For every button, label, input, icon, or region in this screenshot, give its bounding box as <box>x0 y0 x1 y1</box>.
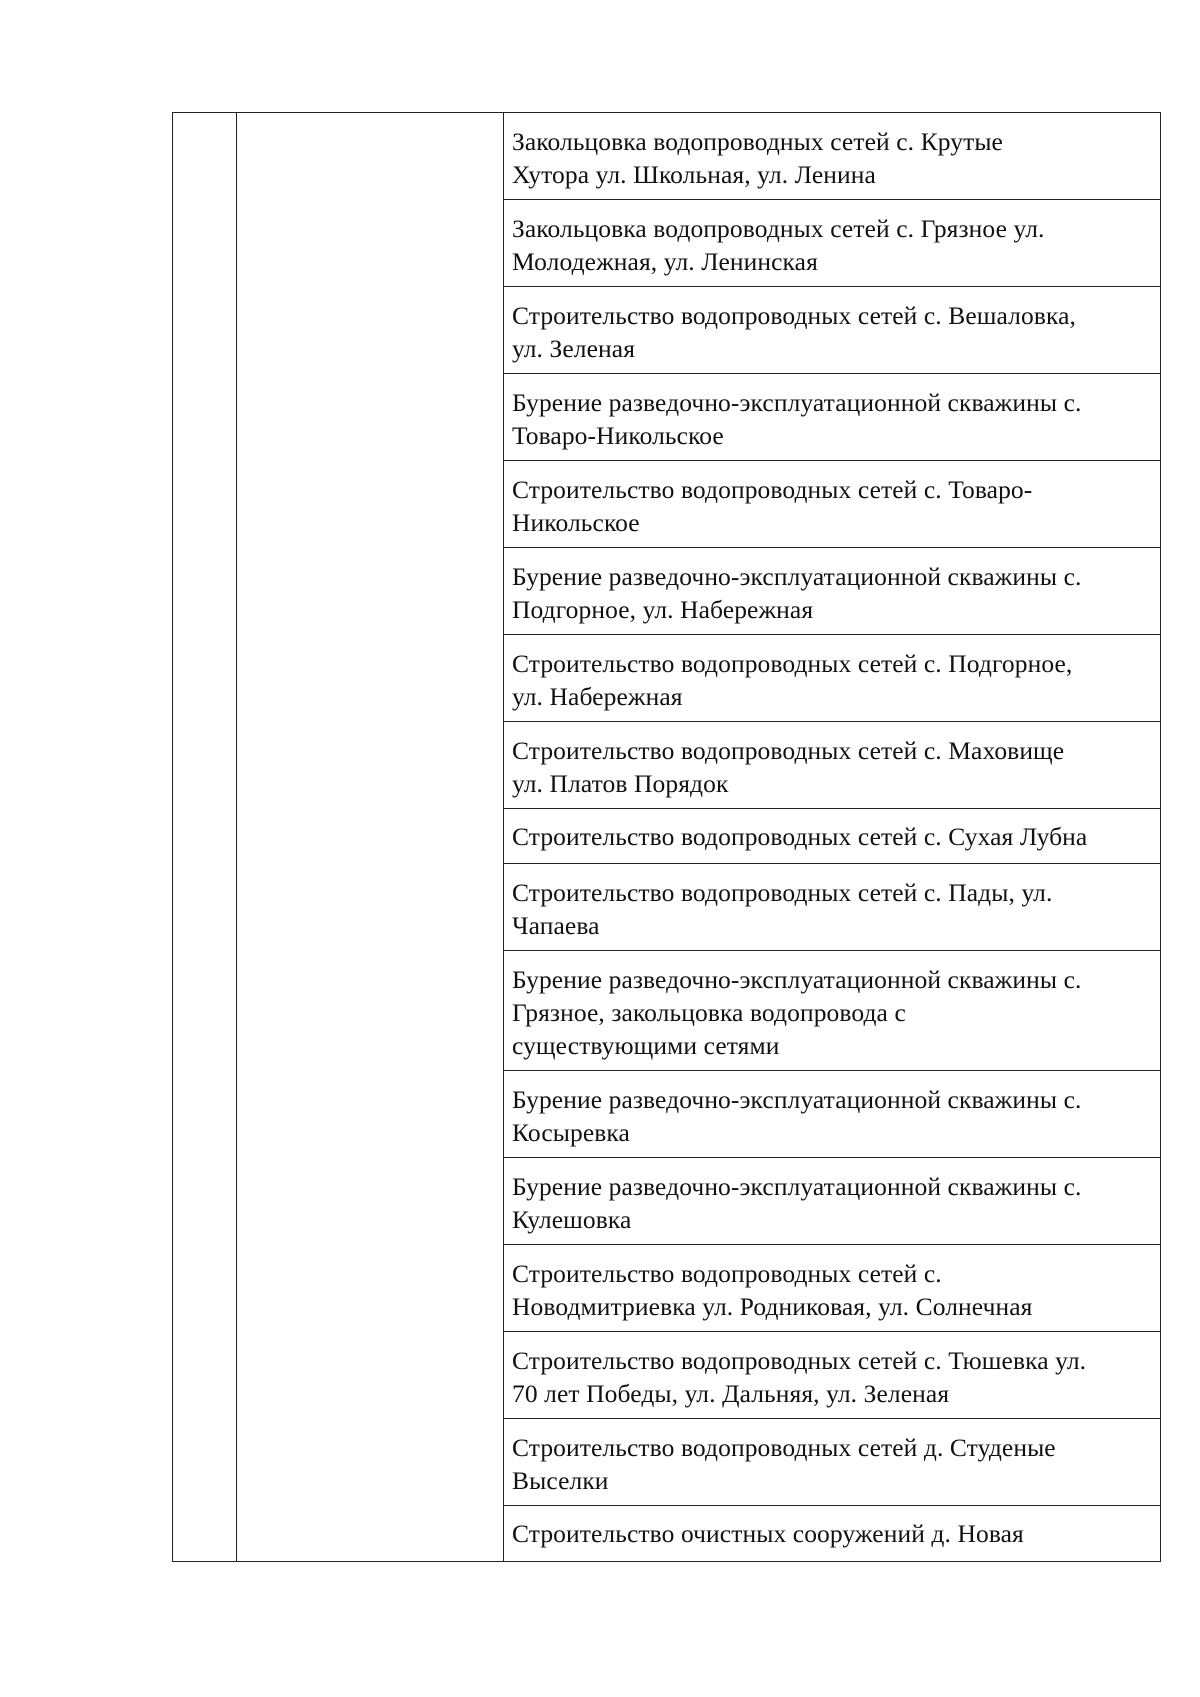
works-table <box>172 112 1161 1562</box>
work-description-line: Выселки <box>512 1466 609 1495</box>
work-description-line: Товаро-Никольское <box>512 421 724 450</box>
work-description-cell <box>504 113 1161 200</box>
work-description-cell <box>504 200 1161 287</box>
work-description-line: ул. Набережная <box>512 682 683 711</box>
work-description-line: Грязное, закольцовка водопровода с <box>512 998 906 1027</box>
work-description-cell <box>504 864 1161 951</box>
work-description-line: Никольское <box>512 508 640 537</box>
work-description-line: Строительство водопроводных сетей с. Подгорное, <box>512 649 1073 678</box>
work-description-line: Строительство водопроводных сетей с. <box>512 1259 942 1288</box>
work-description-line: 70 лет Победы, ул. Дальняя, ул. Зеленая <box>512 1379 950 1408</box>
work-description-cell <box>504 548 1161 635</box>
work-description-line: Подгорное, ул. Набережная <box>512 595 814 624</box>
work-description-line: существующими сетями <box>512 1031 780 1060</box>
work-description-line: Кулешовка <box>512 1205 632 1234</box>
work-description-line: Строительство очистных сооружений д. Новая <box>512 1519 1024 1548</box>
work-description-line: Закольцовка водопроводных сетей с. Крутые <box>512 127 1003 156</box>
work-description-line: Строительство водопроводных сетей с. Маховище <box>512 736 1065 765</box>
work-description-line: Строительство водопроводных сетей с. Вешаловка, <box>512 301 1076 330</box>
work-description-cell <box>504 287 1161 374</box>
work-description-cell <box>504 1332 1161 1419</box>
work-description-cell <box>504 374 1161 461</box>
work-description-line: Бурение разведочно-эксплуатационной скважины с. <box>512 388 1082 417</box>
work-description-line: Хутора ул. Школьная, ул. Ленина <box>512 160 876 189</box>
work-description-line: Строительство водопроводных сетей с. Товаро- <box>512 475 1033 504</box>
work-description-line: Новодмитриевка ул. Родниковая, ул. Солнечная <box>512 1292 1033 1321</box>
work-description-cell <box>504 809 1161 864</box>
row-number-cell <box>173 113 237 1562</box>
work-description-cell <box>504 461 1161 548</box>
work-description-cell <box>504 1419 1161 1506</box>
work-description-cell <box>504 635 1161 722</box>
work-description-line: Бурение разведочно-эксплуатационной скважины с. <box>512 1085 1082 1114</box>
work-description-line: Косыревка <box>512 1118 630 1147</box>
table-row <box>173 113 1161 200</box>
work-description-line: Строительство водопроводных сетей с. Тюшевка ул. <box>512 1346 1087 1375</box>
work-description-line: Бурение разведочно-эксплуатационной скважины с. <box>512 1172 1082 1201</box>
work-description-line: Строительство водопроводных сетей д. Студеные <box>512 1433 1056 1462</box>
work-description-cell <box>504 1506 1161 1562</box>
work-description-cell <box>504 1071 1161 1158</box>
work-description-line: ул. Зеленая <box>512 334 636 363</box>
work-description-line: Чапаева <box>512 911 600 940</box>
work-description-cell <box>504 951 1161 1071</box>
work-description-cell <box>504 722 1161 809</box>
work-description-line: Бурение разведочно-эксплуатационной скважины с. <box>512 965 1082 994</box>
work-description-line: Молодежная, ул. Ленинская <box>512 247 818 276</box>
works-table-body <box>173 113 1161 1562</box>
work-description-line: Строительство водопроводных сетей с. Сухая Лубна <box>512 822 1088 851</box>
work-description-line: ул. Платов Порядок <box>512 769 729 798</box>
program-name-cell <box>237 113 504 1562</box>
work-description-cell <box>504 1245 1161 1332</box>
work-description-line: Бурение разведочно-эксплуатационной скважины с. <box>512 562 1082 591</box>
work-description-cell <box>504 1158 1161 1245</box>
work-description-line: Строительство водопроводных сетей с. Пады, ул. <box>512 878 1053 907</box>
work-description-line: Закольцовка водопроводных сетей с. Грязное ул. <box>512 214 1045 243</box>
